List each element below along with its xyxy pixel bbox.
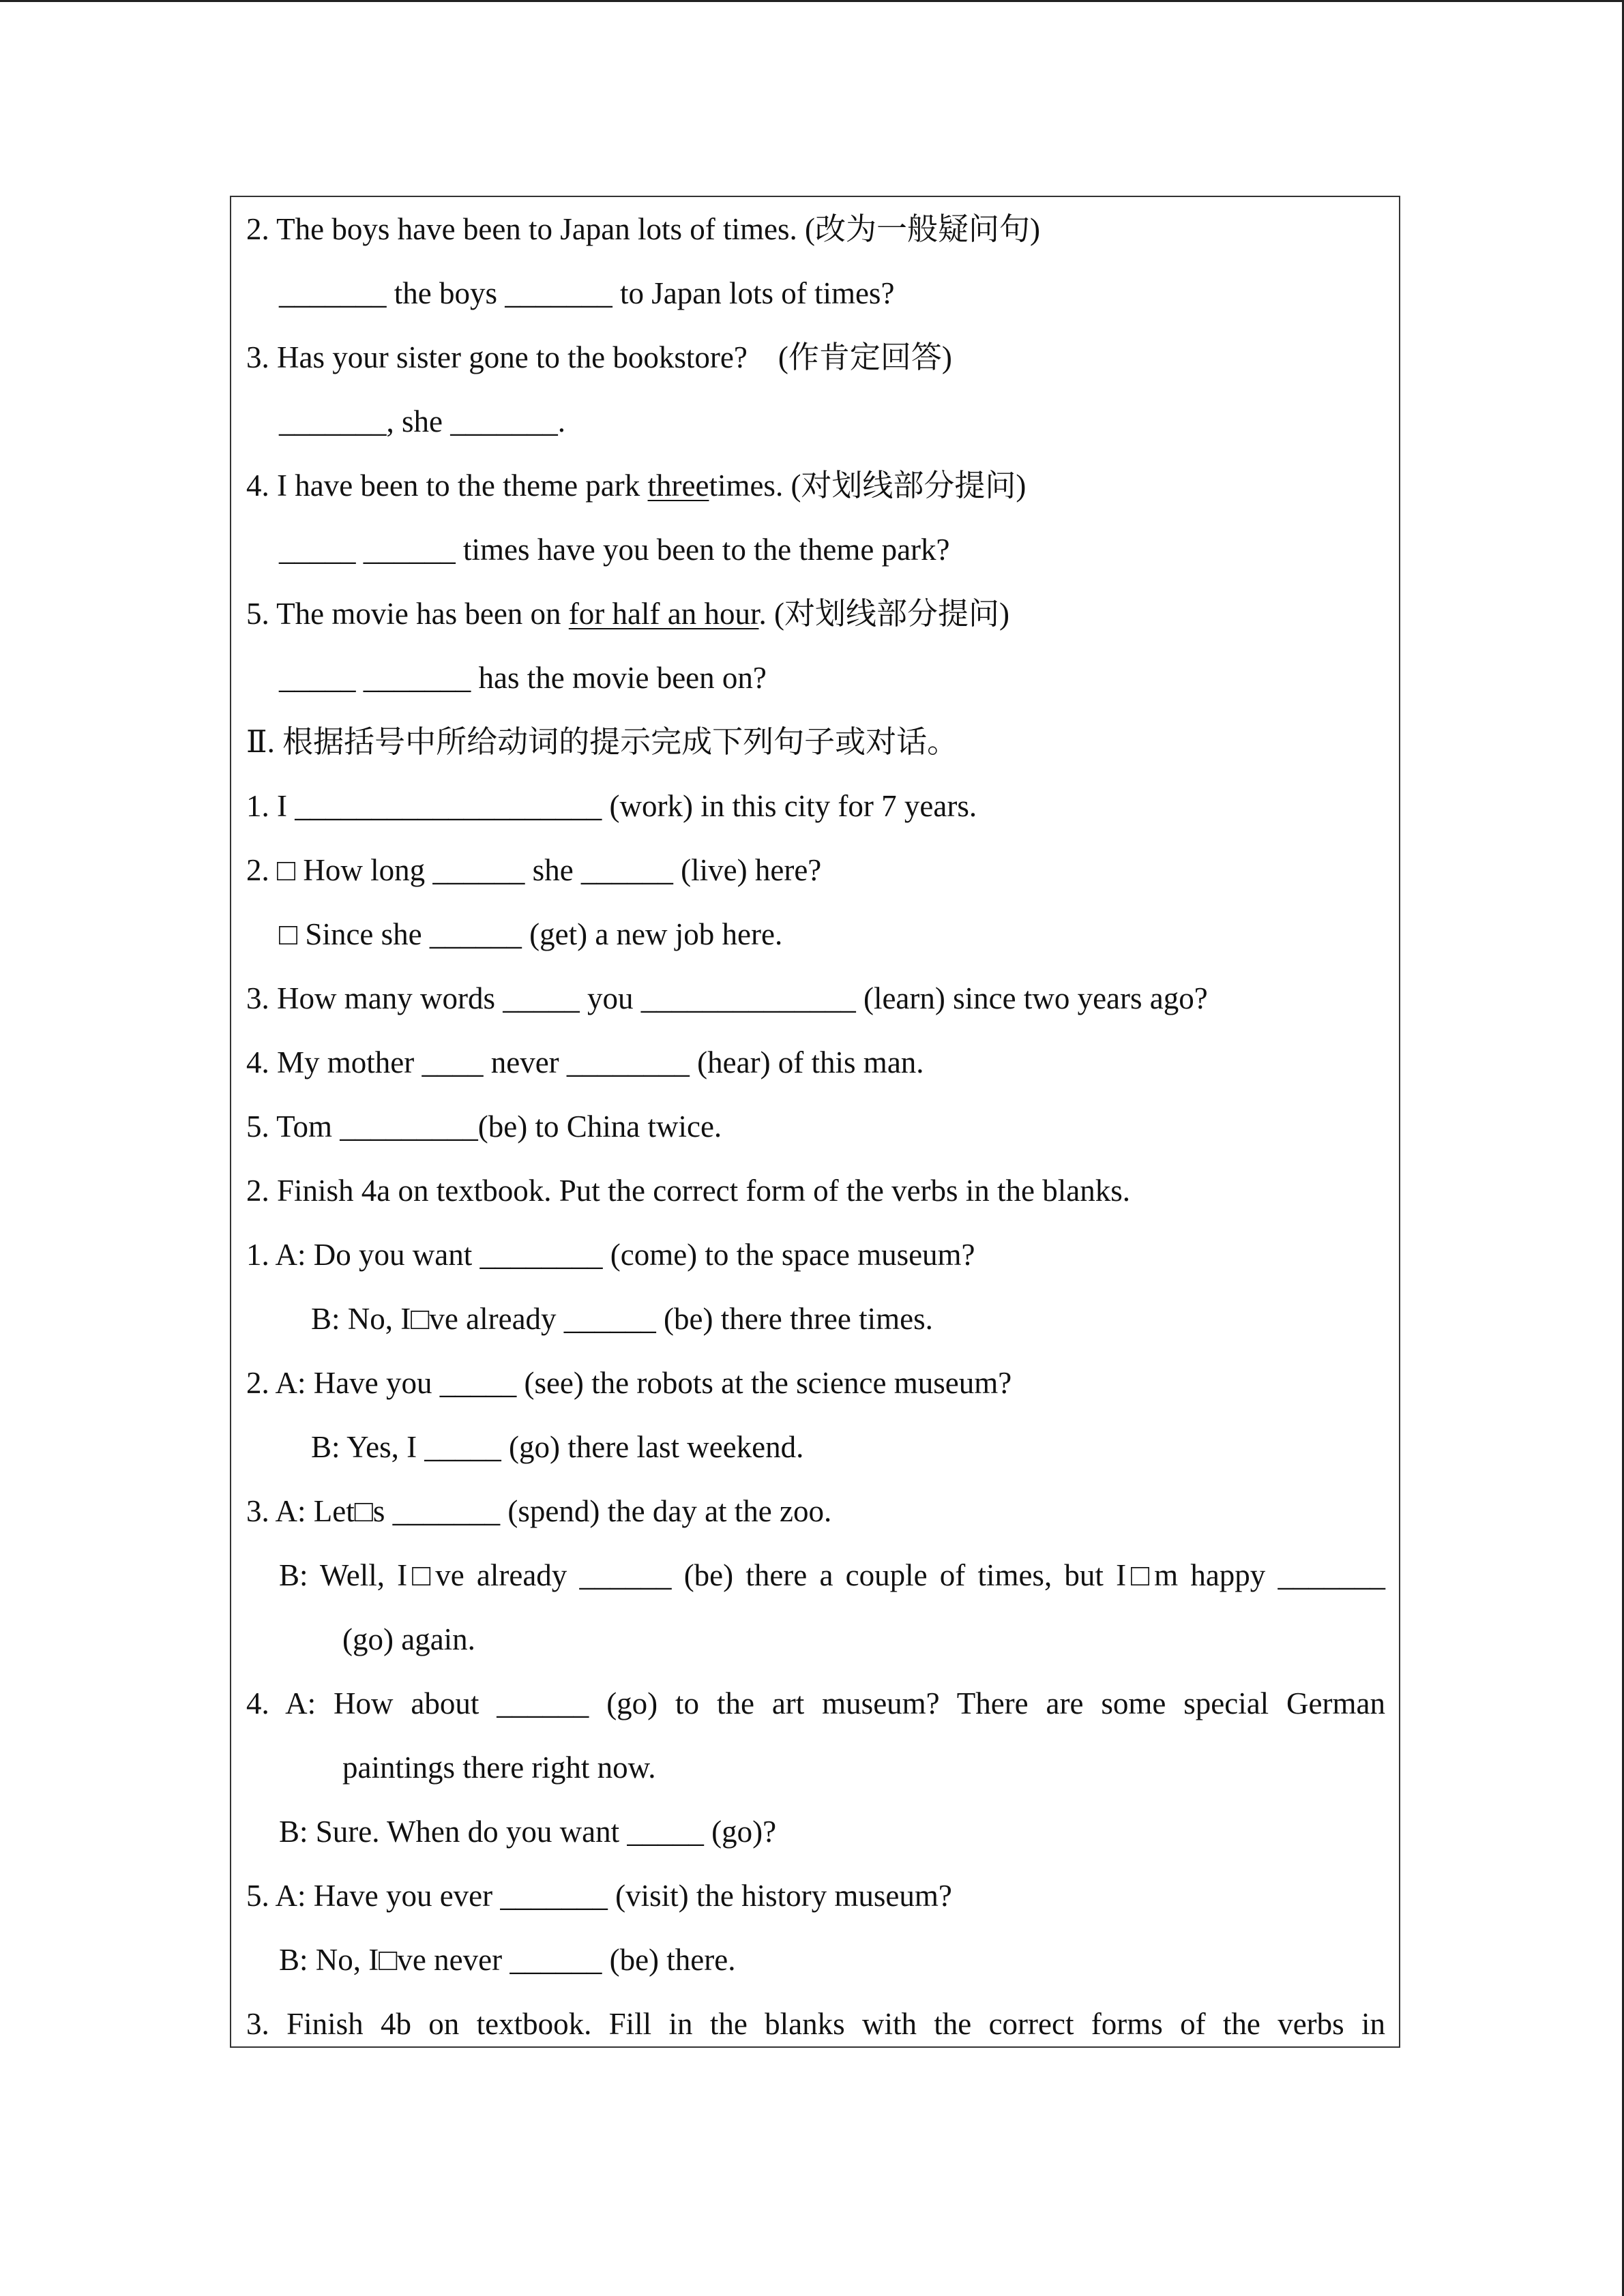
line-12: □ Since she ______ (get) a new job here. xyxy=(279,917,783,951)
underlined-three: three xyxy=(647,468,709,503)
line-23: (go) again. xyxy=(342,1622,475,1656)
line-28: B: No, I□ve never ______ (be) there. xyxy=(279,1943,736,1977)
line-17: 1. A: Do you want ________ (come) to the space museum? xyxy=(246,1238,975,1272)
top-edge-rule xyxy=(0,0,1624,2)
line-22: B: Well, I□ve already ______ (be) there a couple of times, but I□m happy _______ xyxy=(279,1558,1385,1592)
line-5: 4. I have been to the theme park threetimes. (对划线部分提问) xyxy=(246,468,1027,503)
line-27: 5. A: Have you ever _______ (visit) the history museum? xyxy=(246,1879,952,1913)
line-20: B: Yes, I _____ (go) there last weekend. xyxy=(311,1430,804,1464)
section-2-heading: Ⅱ. 根据括号中所给动词的提示完成下列句子或对话。 xyxy=(246,725,958,759)
line-11: 2. □ How long ______ she ______ (live) here? xyxy=(246,853,822,887)
line-8: _____ _______ has the movie been on? xyxy=(279,661,767,695)
line-6: _____ ______ times have you been to the theme park? xyxy=(279,533,950,567)
line-26: B: Sure. When do you want _____ (go)? xyxy=(279,1815,777,1849)
line-7: 5. The movie has been on for half an hour. (对划线部分提问) xyxy=(246,597,1009,631)
line-19: 2. A: Have you _____ (see) the robots at the science museum? xyxy=(246,1366,1012,1400)
finish-4b-heading: 3. Finish 4b on textbook. Fill in the blanks with the correct forms of the verbs in xyxy=(246,2007,1385,2041)
line-21: 3. A: Let□s _______ (spend) the day at the zoo. xyxy=(246,1494,832,1528)
line-15: 5. Tom _________(be) to China twice. xyxy=(246,1109,722,1144)
line-2: _______ the boys _______ to Japan lots of times? xyxy=(279,276,895,310)
line-10: 1. I ____________________ (work) in this city for 7 years. xyxy=(246,789,977,823)
worksheet-frame xyxy=(230,196,1400,2048)
line-18: B: No, I□ve already ______ (be) there three times. xyxy=(311,1302,933,1336)
line-14: 4. My mother ____ never ________ (hear) of this man. xyxy=(246,1045,924,1079)
underlined-duration: for half an hour xyxy=(568,597,759,631)
line-25: paintings there right now. xyxy=(342,1750,656,1785)
finish-4a-heading: 2. Finish 4a on textbook. Put the correct form of the verbs in the blanks. xyxy=(246,1174,1131,1208)
line-1: 2. The boys have been to Japan lots of times. (改为一般疑问句) xyxy=(246,212,1040,246)
line-4: _______, she _______. xyxy=(279,404,565,438)
line-13: 3. How many words _____ you ______________ (learn) since two years ago? xyxy=(246,981,1208,1015)
line-24: 4. A: How about ______ (go) to the art museum? There are some special German xyxy=(246,1686,1385,1720)
line-3: 3. Has your sister gone to the bookstore? (作肯定回答) xyxy=(246,340,952,374)
